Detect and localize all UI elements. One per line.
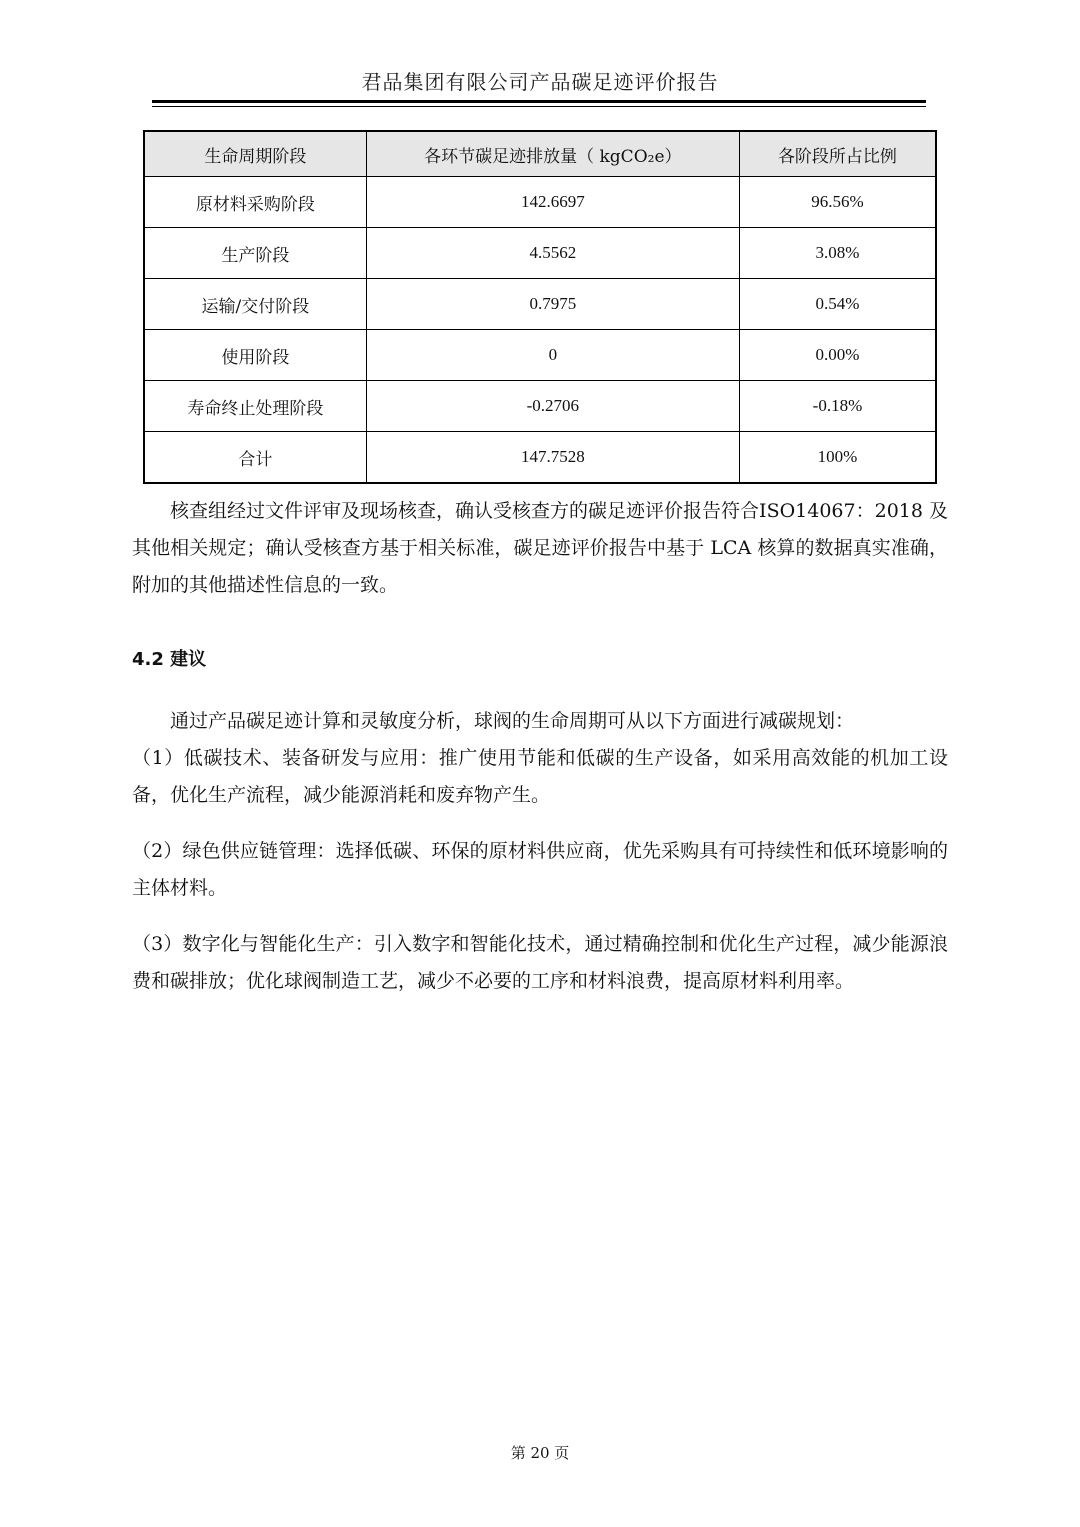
table-row xyxy=(144,330,936,381)
header-emission: 各环节碳足迹排放量（ kgCO₂e） xyxy=(366,131,739,177)
carbon-footprint-table xyxy=(143,130,937,484)
conclusion-paragraph: 核查组经过文件评审及现场核查，确认受核查方的碳足迹评价报告符合ISO14067：2018 及其他相关规定；确认受核查方基于相关标准，碳足迹评价报告中基于 LCA 核算的数据真实准确，附加的其他描述性信息的一致。 xyxy=(132,500,948,596)
section-heading: 4.2 建议 xyxy=(132,649,207,670)
stage-cell: 原材料采购阶段 xyxy=(144,177,366,228)
share-cell: -0.18% xyxy=(739,381,936,432)
header-rule-thin xyxy=(152,106,926,107)
share-cell: 0.54% xyxy=(739,279,936,330)
header-share: 各阶段所占比例 xyxy=(739,131,936,177)
stage-cell: 使用阶段 xyxy=(144,330,366,381)
stage-cell: 寿命终止处理阶段 xyxy=(144,381,366,432)
emission-cell: 142.6697 xyxy=(366,177,739,228)
total-share-cell: 100% xyxy=(739,432,936,484)
share-cell: 96.56% xyxy=(739,177,936,228)
table-row xyxy=(144,177,936,228)
emission-cell: 0 xyxy=(366,330,739,381)
emission-cell: 0.7975 xyxy=(366,279,739,330)
recommendation-item-3: （3）数字化与智能化生产：引入数字和智能化技术，通过精确控制和优化生产过程，减少能源浪费和碳排放；优化球阀制造工艺，减少不必要的工序和材料浪费，提高原材料利用率。 xyxy=(132,933,948,992)
table-header-row xyxy=(144,131,936,177)
report-header-title: 君品集团有限公司产品碳足迹评价报告 xyxy=(361,70,719,94)
page-number: 第 20 页 xyxy=(510,1444,570,1462)
table-row xyxy=(144,228,936,279)
share-cell: 0.00% xyxy=(739,330,936,381)
table-total-row xyxy=(144,432,936,484)
total-emission-cell: 147.7528 xyxy=(366,432,739,484)
share-cell: 3.08% xyxy=(739,228,936,279)
total-label-cell: 合计 xyxy=(144,432,366,484)
recommendation-item-2: （2）绿色供应链管理：选择低碳、环保的原材料供应商，优先采购具有可持续性和低环境影响的主体材料。 xyxy=(132,840,948,899)
header-stage: 生命周期阶段 xyxy=(144,131,366,177)
table-row xyxy=(144,279,936,330)
emission-cell: 4.5562 xyxy=(366,228,739,279)
stage-cell: 生产阶段 xyxy=(144,228,366,279)
recommendation-intro: 通过产品碳足迹计算和灵敏度分析，球阀的生命周期可从以下方面进行减碳规划： xyxy=(170,710,855,732)
table-row xyxy=(144,381,936,432)
recommendation-item-1: （1）低碳技术、装备研发与应用：推广使用节能和低碳的生产设备，如采用高效能的机加工设备，优化生产流程，减少能源消耗和废弃物产生。 xyxy=(132,747,948,806)
header-rule-thick xyxy=(152,100,926,103)
emission-cell: -0.2706 xyxy=(366,381,739,432)
stage-cell: 运输/交付阶段 xyxy=(144,279,366,330)
